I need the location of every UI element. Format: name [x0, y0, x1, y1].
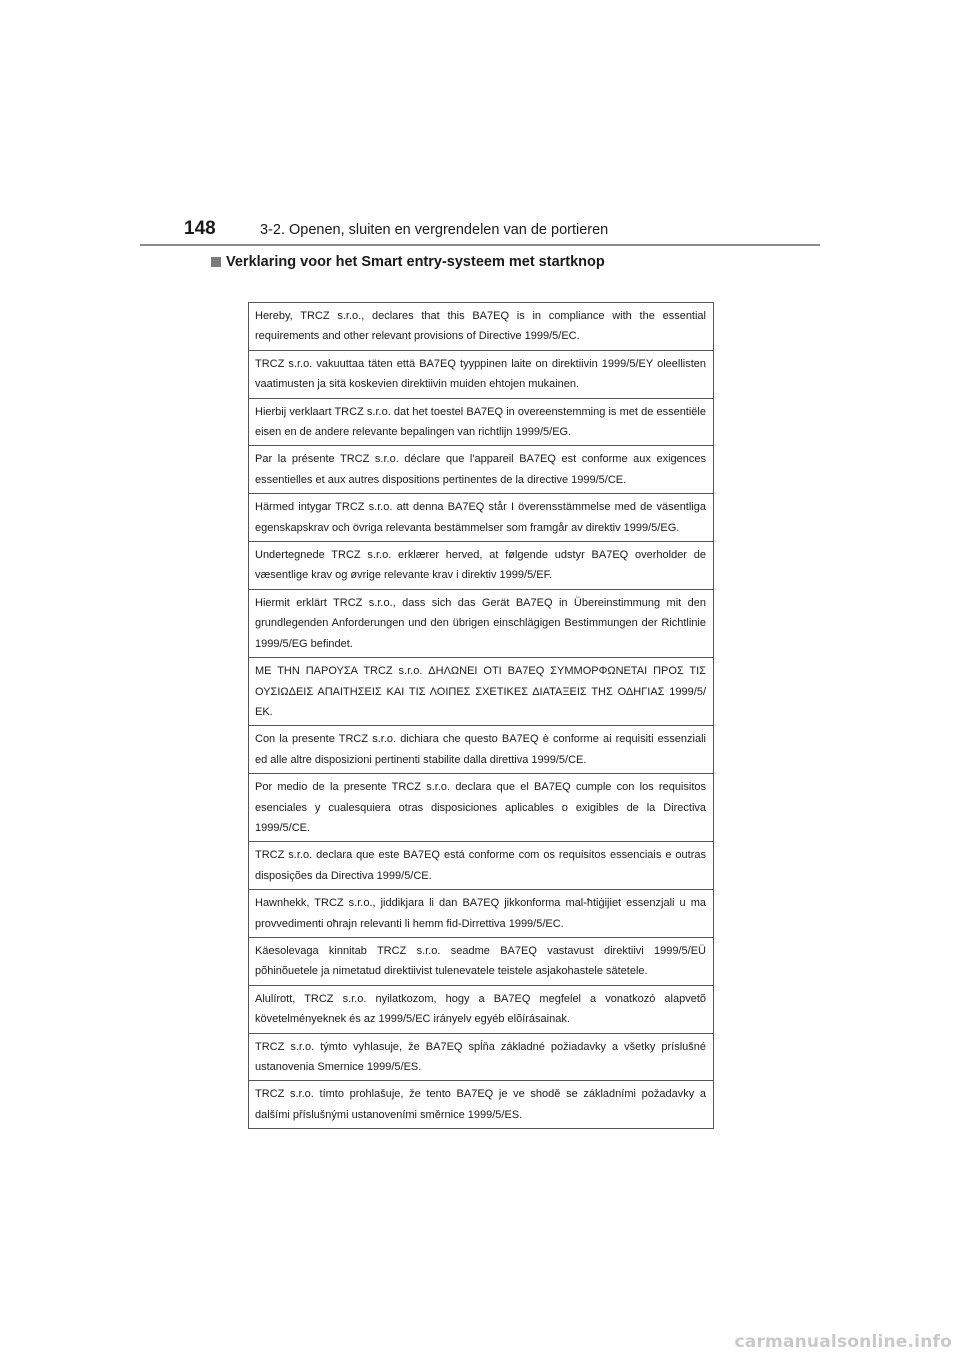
declaration-spanish: Por medio de la presente TRCZ s.r.o. declara que el BA7EQ cumple con los requisitos esenciales y cualesquiera otras disposiciones aplicables o exigibles de la Directiva 1999/5/CE. — [249, 774, 714, 842]
declaration-finnish: TRCZ s.r.o. vakuuttaa täten että BA7EQ tyyppinen laite on direktiivin 1999/5/EY oleellisten vaatimusten ja sitä koskevien direktiivin muiden ehtojen mukainen. — [249, 350, 714, 398]
declaration-hungarian: Alulírott, TRCZ s.r.o. nyilatkozom, hogy a BA7EQ megfelel a vonatkozó alapvetõ követelményeknek és az 1999/5/EC irányelv egyéb elõírásainak. — [249, 985, 714, 1033]
declaration-maltese: Hawnhekk, TRCZ s.r.o., jiddikjara li dan BA7EQ jikkonforma mal-ħtiġijiet essenzjali u ma provvedimenti oħrajn relevanti li hemm fid-Dirrettiva 1999/5/EC. — [249, 890, 714, 938]
declaration-danish: Undertegnede TRCZ s.r.o. erklærer herved, at følgende udstyr BA7EQ overholder de væsentlige krav og øvrige relevante krav i direktiv 1999/5/EF. — [249, 542, 714, 590]
declaration-english: Hereby, TRCZ s.r.o., declares that this BA7EQ is in compliance with the essential requirements and other relevant provisions of Directive 1999/5/EC. — [249, 303, 714, 351]
table-row — [249, 774, 714, 842]
declaration-italian: Con la presente TRCZ s.r.o. dichiara che questo BA7EQ è conforme ai requisiti essenziali ed alle altre disposizioni pertinenti stabilite dalla direttiva 1999/5/CE. — [249, 726, 714, 774]
chapter-title: 3-2. Openen, sluiten en vergrendelen van de portieren — [260, 222, 609, 238]
declaration-french: Par la présente TRCZ s.r.o. déclare que l'appareil BA7EQ est conforme aux exigences essentielles et aux autres dispositions pertinentes de la directive 1999/5/CE. — [249, 446, 714, 494]
table-row — [249, 726, 714, 774]
table-row — [249, 303, 714, 351]
table-row — [249, 350, 714, 398]
declaration-table — [248, 302, 714, 1129]
watermark: carmanualsonline.info — [734, 1332, 952, 1352]
declaration-greek: ΜΕ ΤΗΝ ΠΑΡΟΥΣΑ TRCZ s.r.o. ΔΗΛΩΝΕΙ ΟΤΙ BA7EQ ΣΥΜΜΟΡΦΩΝΕΤΑΙ ΠΡΟΣ ΤΙΣ ΟΥΣΙΩΔΕΙΣ ΑΠΑΙΤΗΣΕΙΣ ΚΑΙ ΤΙΣ ΛΟΙΠΕΣ ΣΧΕΤΙΚΕΣ ΔΙΑΤΑΞΕΙΣ ΤΗΣ ΟΔΗΓΙΑΣ 1999/5/ΕΚ. — [249, 658, 714, 726]
declaration-dutch: Hierbij verklaart TRCZ s.r.o. dat het toestel BA7EQ in overeenstemming is met de essentiële eisen en de andere relevante bepalingen van richtlijn 1999/5/EG. — [249, 398, 714, 446]
table-row — [249, 589, 714, 657]
table-row — [249, 542, 714, 590]
table-row — [249, 842, 714, 890]
table-row — [249, 658, 714, 726]
declaration-portuguese: TRCZ s.r.o. declara que este BA7EQ está conforme com os requisitos essenciais e outras disposições da Directiva 1999/5/CE. — [249, 842, 714, 890]
table-row — [249, 494, 714, 542]
table-row — [249, 1081, 714, 1129]
square-bullet-icon — [211, 257, 221, 267]
table-row — [249, 446, 714, 494]
table-row — [249, 985, 714, 1033]
section-heading-text: Verklaring voor het Smart entry-systeem met startknop — [226, 254, 605, 270]
table-row — [249, 1033, 714, 1081]
page-header — [184, 218, 608, 242]
declaration-slovak: TRCZ s.r.o. týmto vyhlasuje, že BA7EQ spĺňa základné požiadavky a všetky príslušné ustanovenia Smernice 1999/5/ES. — [249, 1033, 714, 1081]
table-row — [249, 398, 714, 446]
declaration-german: Hiermit erklärt TRCZ s.r.o., dass sich das Gerät BA7EQ in Übereinstimmung mit den grundlegenden Anforderungen und den übrigen einschlägigen Bestimmungen der Richtlinie 1999/5/EG befindet. — [249, 589, 714, 657]
table-row — [249, 890, 714, 938]
section-heading — [211, 254, 605, 270]
declaration-swedish: Härmed intygar TRCZ s.r.o. att denna BA7EQ står I överensstämmelse med de väsentliga egenskapskrav och övriga relevanta bestämmelser som framgår av direktiv 1999/5/EG. — [249, 494, 714, 542]
header-rule — [140, 244, 820, 246]
declaration-czech: TRCZ s.r.o. tímto prohlašuje, že tento BA7EQ je ve shodě se základními požadavky a dalšími příslušnými ustanoveními směrnice 1999/5/ES. — [249, 1081, 714, 1129]
page-number: 148 — [184, 218, 216, 239]
declaration-estonian: Käesolevaga kinnitab TRCZ s.r.o. seadme BA7EQ vastavust direktiivi 1999/5/EÜ põhinõuetele ja nimetatud direktiivist tulenevatele teistele asjakohastele sätetele. — [249, 937, 714, 985]
table-row — [249, 937, 714, 985]
